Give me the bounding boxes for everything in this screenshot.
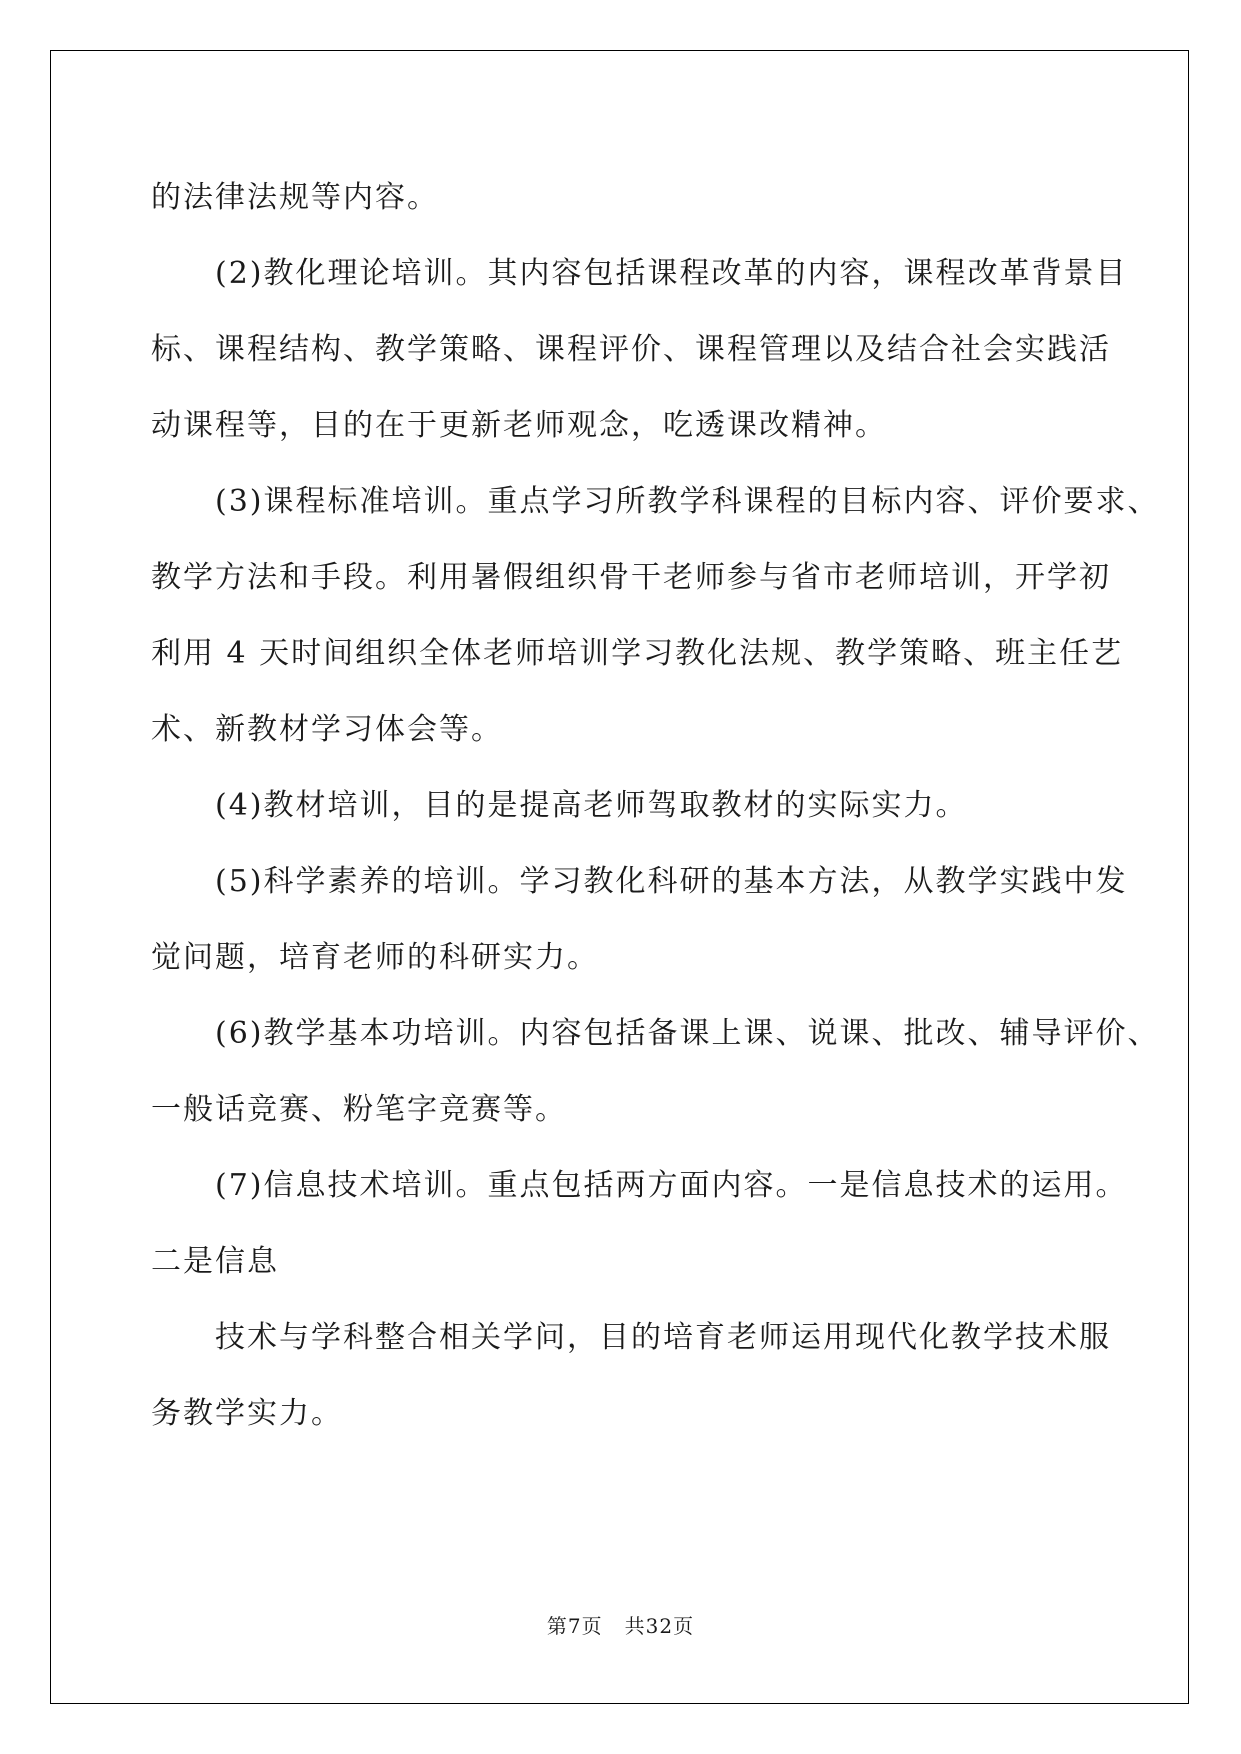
text-line: (7)信息技术培训。重点包括两方面内容。一是信息技术的运用。	[151, 1168, 1128, 1203]
page-number: 第7页	[546, 1614, 603, 1638]
text-line: (3)课程标准培训。重点学习所教学科课程的目标内容、评价要求、	[151, 484, 1160, 519]
page-total: 共32页	[624, 1614, 695, 1638]
text-line: 务教学实力。	[151, 1396, 343, 1431]
text-line: 二是信息	[151, 1244, 279, 1279]
text-line: 的法律法规等内容。	[151, 180, 439, 215]
page-footer	[0, 1610, 1241, 1639]
text-line: 技术与学科整合相关学问，目的培育老师运用现代化教学技术服	[151, 1320, 1111, 1355]
text-line: 标、课程结构、教学策略、课程评价、课程管理以及结合社会实践活	[151, 332, 1111, 367]
text-line: (4)教材培训，目的是提高老师驾取教材的实际实力。	[151, 788, 968, 823]
text-line: 术、新教材学习体会等。	[151, 712, 503, 747]
text-line: 动课程等，目的在于更新老师观念，吃透课改精神。	[151, 408, 887, 443]
document-body	[151, 160, 1160, 1452]
text-line: 觉问题，培育老师的科研实力。	[151, 940, 599, 975]
text-line: (5)科学素养的培训。学习教化科研的基本方法，从教学实践中发	[151, 864, 1128, 899]
text-line: 利用 4 天时间组织全体老师培训学习教化法规、教学策略、班主任艺	[151, 636, 1124, 671]
text-line: (6)教学基本功培训。内容包括备课上课、说课、批改、辅导评价、	[151, 1016, 1160, 1051]
text-line: (2)教化理论培训。其内容包括课程改革的内容，课程改革背景目	[151, 256, 1128, 291]
text-line: 教学方法和手段。利用暑假组织骨干老师参与省市老师培训，开学初	[151, 560, 1111, 595]
text-line: 一般话竞赛、粉笔字竞赛等。	[151, 1092, 567, 1127]
